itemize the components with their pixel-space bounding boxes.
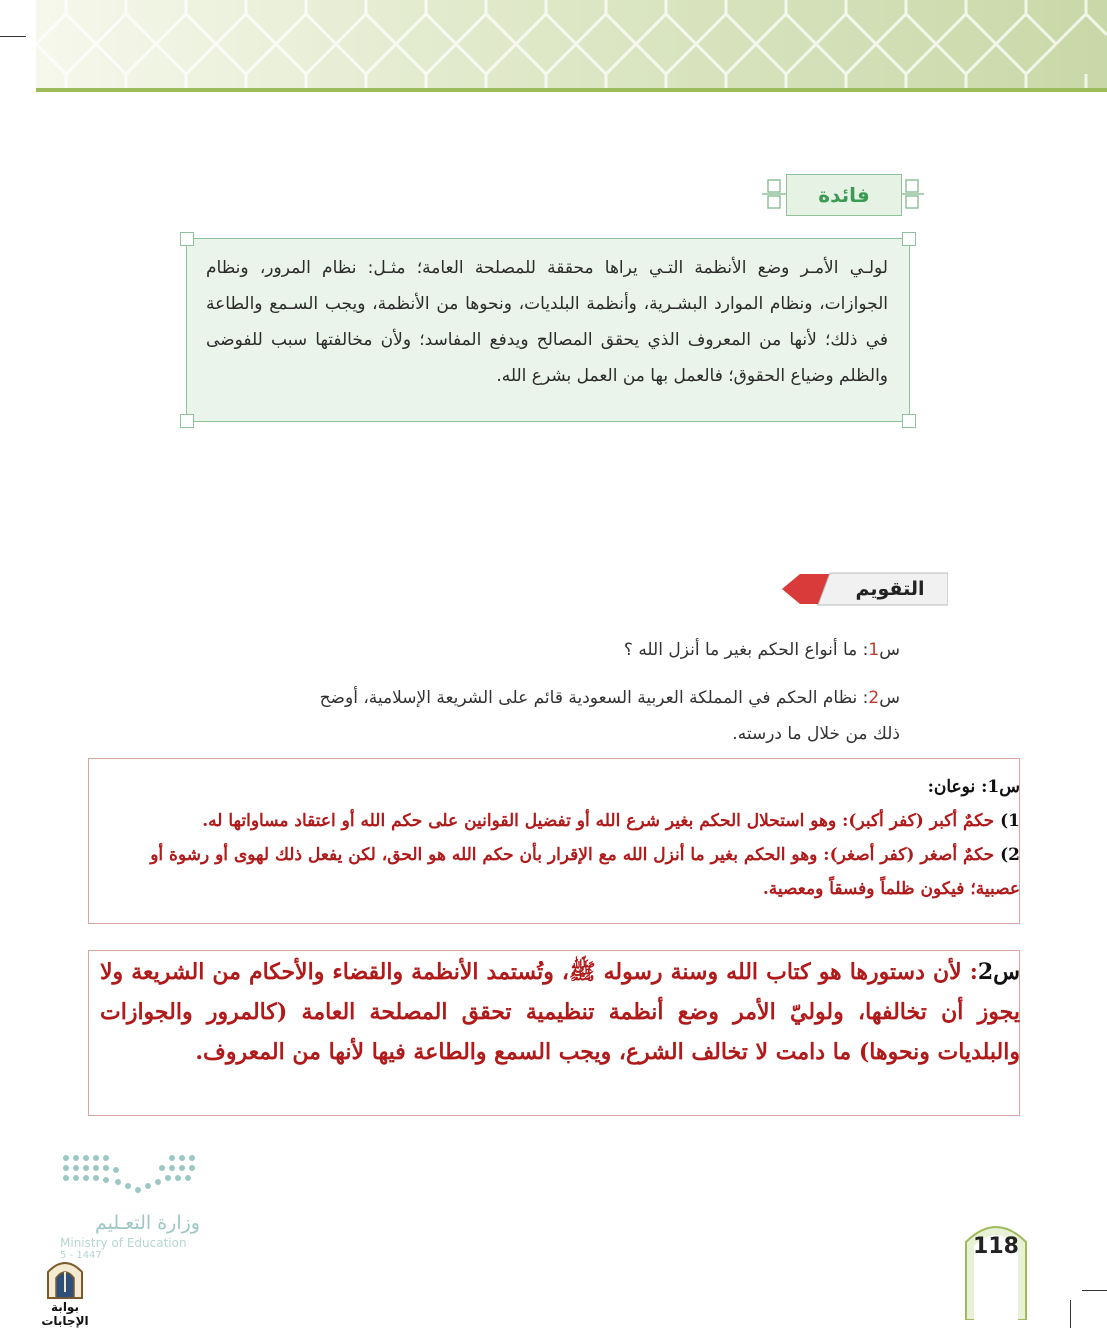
answer-2-text: : لأن دستورها هو كتاب الله وسنة رسوله ﷺ، وتُستمد الأنظمة والقضاء والأحكام من الشريعة ولا يجوز أن تخالفها، ولوليّ الأمر وضع أنظمة تنظيمية تحقق المصلحة العامة (كالمرور والجوازات والبلديات ونحوها) ما دامت لا تخالف الشرع، ويجب السمع والطاعة فيها لأنها من المعروف.	[100, 959, 1020, 1065]
answer-1-line-1-number: 1)	[1000, 811, 1020, 831]
answer-2-prefix: س	[993, 959, 1020, 985]
page-number-tab	[964, 1216, 1028, 1320]
page-number: 118	[973, 1234, 1019, 1259]
note-corner-ornament	[180, 414, 194, 428]
question-2-prefix: س	[879, 688, 900, 708]
ministry-logo-dots	[62, 1154, 198, 1198]
question-1-text: : ما أنواع الحكم بغير ما أنزل الله ؟	[623, 640, 869, 660]
answer-1-line-2-number: 2)	[1000, 845, 1020, 865]
answer-1-line-1	[100, 804, 1020, 838]
taqweem-title: التقويم	[855, 578, 925, 600]
crop-mark	[1070, 1300, 1071, 1328]
note-corner-ornament	[902, 232, 916, 246]
faida-note-text: لولـي الأمـر وضع الأنظمة التـي يراها محققة للمصلحة العامة؛ مثـل: نظام المرور، ونظام الجوازات، ونظام الموارد البشـرية، وأنظمة البلديات، ونحوها من الأنظمة، ويجب السـمع والطاعة في ذلك؛ لأنها من المعروف الذي يحقق المصالح ويدفع المفاسد؛ ولأن مخالفتها سبب للفوضى والظلم وضياع الحقوق؛ فالعمل بها من العمل بشرع الله.	[206, 258, 888, 386]
question-1	[560, 636, 900, 664]
ministry-year: 5 - 1447	[60, 1250, 102, 1261]
answer-1-prefix: س	[999, 777, 1020, 797]
ministry-logo-text	[60, 1212, 200, 1261]
ministry-name-ar: وزارة التعـليم	[94, 1212, 200, 1234]
question-2	[290, 680, 900, 752]
ministry-name-en: Ministry of Education	[60, 1236, 187, 1250]
header-pattern-band	[36, 0, 1107, 88]
faida-title-box	[786, 174, 902, 216]
header-underline	[36, 88, 1107, 92]
answer-1-heading	[100, 770, 1020, 804]
question-1-prefix: س	[879, 640, 900, 660]
note-corner-ornament	[180, 232, 194, 246]
question-2-number: 2	[868, 688, 880, 708]
crop-mark	[1082, 1290, 1107, 1291]
answer-1-line-1-text: حكمٌ أكبر (كفر أكبر): وهو استحلال الحكم بغير شرع الله أو تفضيل القوانين على حكم الله أو اعتقاد مساواتها له.	[202, 811, 1001, 831]
islamic-pattern-decoration	[36, 0, 1107, 88]
answer-1-number: 1	[987, 777, 1000, 797]
portal-logo-icon	[44, 1256, 86, 1300]
answer-1-line-2-text: حكمٌ أصغر (كفر أصغر): وهو الحكم بغير ما أنزل الله مع الإقرار بأن حكم الله هو الحق، لكن يفعل ذلك لهوى أو رشوة أو عصبية؛ فيكون ظلماً وفسقاً ومعصية.	[150, 845, 1020, 899]
answer-2-content	[100, 952, 1020, 1072]
answer-2-number: 2	[977, 959, 994, 985]
portal-label: بوابة الإجابات	[41, 1300, 89, 1328]
question-1-number: 1	[868, 640, 880, 660]
faida-title: فائدة	[818, 183, 870, 207]
note-corner-ornament	[902, 414, 916, 428]
crop-mark	[0, 36, 26, 37]
answer-1-heading-text: : نوعان:	[927, 777, 988, 797]
answer-1-content	[100, 770, 1020, 906]
question-2-text: : نظام الحكم في المملكة العربية السعودية قائم على الشريعة الإسلامية، أوضح ذلك من خلال ما درسته.	[319, 688, 900, 744]
answer-1-line-2	[100, 838, 1020, 906]
